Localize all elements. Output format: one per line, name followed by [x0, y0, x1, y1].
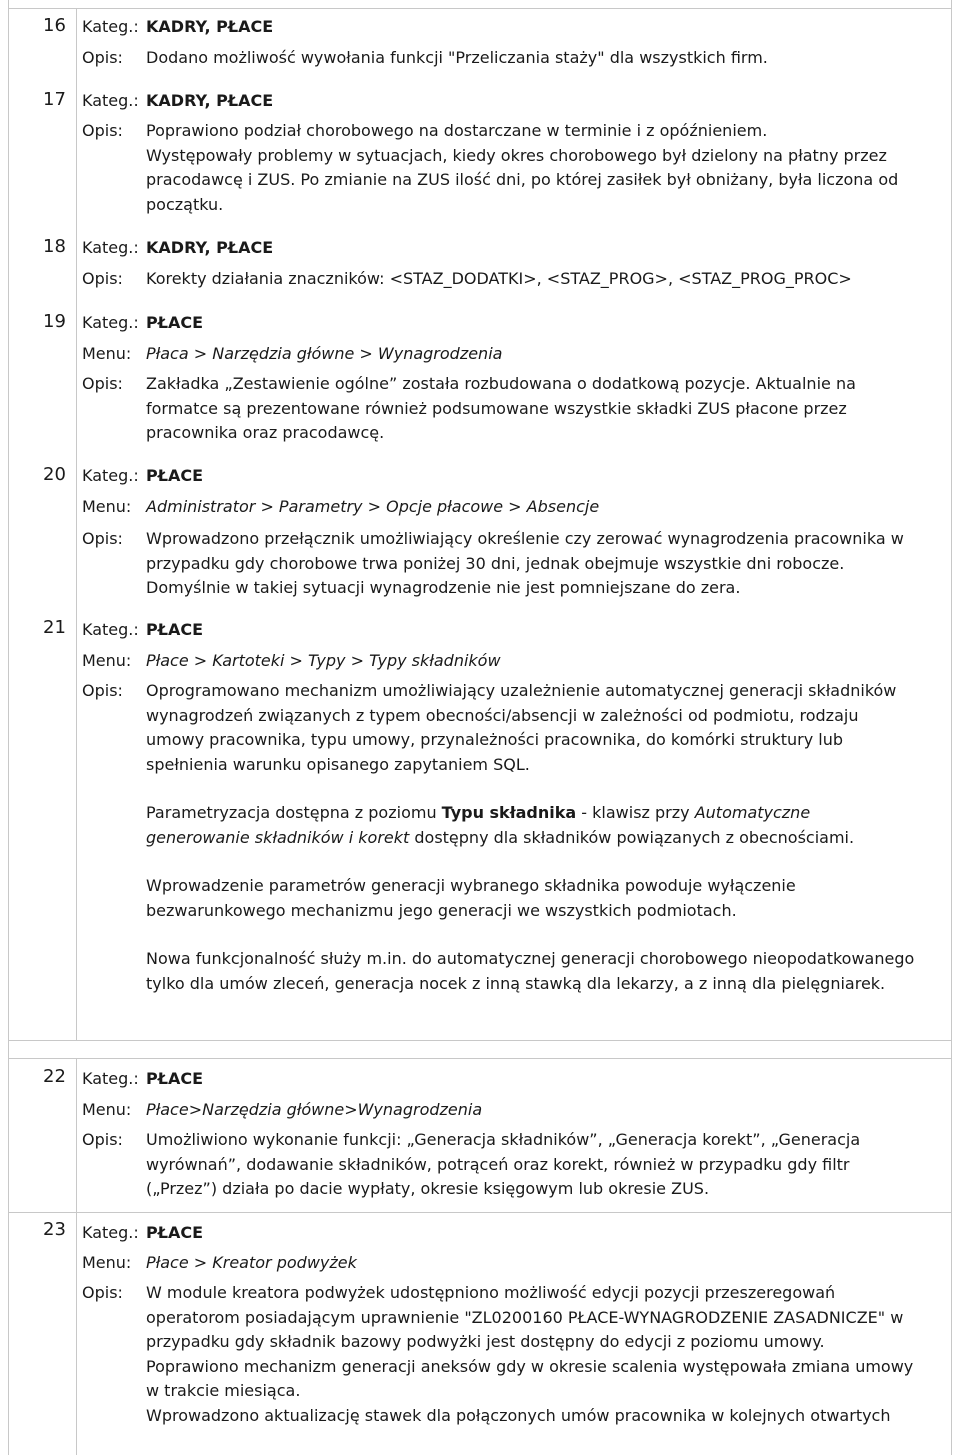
description-line: umowy pracownika, typu umowy, przynależności pracownika, do komórki struktury lub: [146, 730, 844, 749]
row-divider: [8, 1040, 952, 1041]
description-label: Opis:: [82, 48, 123, 67]
description-line: Wprowadzenie parametrów generacji wybranego składnika powoduje wyłączenie: [146, 876, 796, 895]
row-divider: [8, 8, 952, 9]
category-value: KADRY, PŁACE: [146, 17, 274, 36]
category-label: Kateg.:: [82, 17, 139, 36]
menu-label: Menu:: [82, 344, 132, 363]
description-line: Umożliwiono wykonanie funkcji: „Generacja składników”, „Generacja korekt”, „Generacja: [146, 1130, 861, 1149]
description-line: przypadku gdy składnik bazowy podwyżki jest dostępny do edycji z poziomu umowy.: [146, 1332, 825, 1351]
row-divider: [8, 1058, 952, 1059]
description-paragraph: [146, 947, 930, 996]
description-line: Oprogramowano mechanizm umożliwiający uzależnienie automatycznej generacji składników: [146, 681, 897, 700]
category-label: Kateg.:: [82, 1069, 139, 1088]
description-line: [146, 826, 930, 851]
entry-number: 18: [43, 236, 66, 257]
category-value: PŁACE: [146, 1223, 204, 1242]
category-value: KADRY, PŁACE: [146, 238, 274, 257]
menu-label: Menu:: [82, 1100, 132, 1119]
description-line: wyrównań”, dodawanie składników, potrąceń oraz korekt, również w przypadku gdy filtr: [146, 1154, 850, 1174]
description-paragraph: [146, 801, 930, 850]
column-divider: [76, 1058, 77, 1455]
category-label: Kateg.:: [82, 91, 139, 110]
description-label: Opis:: [82, 1130, 123, 1149]
menu-path: Płace>Narzędzia główne>Wynagrodzenia: [146, 1100, 483, 1119]
text-run: - klawisz przy: [576, 803, 695, 822]
description-line: pracodawcę i ZUS. Po zmianie na ZUS ilość dni, po której zasiłek był obniżany, była liczona od: [146, 170, 899, 189]
table-border-left: [8, 0, 9, 1455]
description-label: Opis:: [82, 1283, 123, 1302]
description-line: początku.: [146, 194, 224, 214]
category-label: Kateg.:: [82, 313, 139, 332]
category-label: Kateg.:: [82, 620, 139, 639]
category-value: PŁACE: [146, 1069, 204, 1088]
entry-number: 16: [43, 15, 66, 36]
description-line: Zakładka „Zestawienie ogólne” została rozbudowana o dodatkową pozycje. Aktualnie na: [146, 374, 856, 393]
text-run: dostępny dla składników powiązanych z obecnościami.: [409, 827, 855, 847]
category-label: Kateg.:: [82, 466, 139, 485]
menu-path: Administrator > Parametry > Opcje płacowe > Absencje: [146, 497, 600, 516]
entry-number: 21: [43, 617, 66, 638]
menu-label: Menu:: [82, 497, 132, 516]
category-label: Kateg.:: [82, 238, 139, 257]
description-text: [146, 527, 930, 601]
description-line: w trakcie miesiąca.: [146, 1381, 301, 1400]
description-line: Występowały problemy w sytuacjach, kiedy okres chorobowego był dzielony na płatny przez: [146, 145, 887, 165]
text-run-bold: Typu składnika: [441, 803, 577, 822]
description-paragraph: [146, 679, 930, 777]
description-line: formatce są prezentowane również podsumowane wszystkie składki ZUS płacone przez: [146, 398, 847, 418]
description-line: („Przez”) działa po dacie wypłaty, okresie księgowym lub okresie ZUS.: [146, 1179, 710, 1198]
menu-label: Menu:: [82, 1253, 132, 1272]
description-label: Opis:: [82, 269, 123, 288]
description-paragraph: [146, 874, 930, 923]
description-line: Wprowadzono aktualizację stawek dla połączonych umów pracownika w kolejnych otwartych: [146, 1405, 891, 1425]
description-label: Opis:: [82, 529, 123, 548]
description-text: Korekty działania znaczników: <STAZ_DODATKI>, <STAZ_PROG>, <STAZ_PROG_PROC>: [146, 269, 852, 288]
column-divider: [76, 8, 77, 1040]
description-line: Poprawiono mechanizm generacji aneksów gdy w okresie scalenia występowała zmiana umowy: [146, 1356, 914, 1376]
description-line: Poprawiono podział chorobowego na dostarczane w terminie i z opóźnieniem.: [146, 121, 768, 140]
description-line: tylko dla umów zleceń, generacja nocek z inną stawką dla lekarzy, a z inną dla pielęgniarek.: [146, 973, 886, 993]
description-text: Dodano możliwość wywołania funkcji "Przeliczania staży" dla wszystkich firm.: [146, 48, 768, 67]
category-label: Kateg.:: [82, 1223, 139, 1242]
category-value: PŁACE: [146, 313, 204, 332]
description-line: bezwarunkowego mechanizmu jego generacji we wszystkich podmiotach.: [146, 900, 737, 920]
description-text: [146, 1281, 930, 1428]
text-run: Parametryzacja dostępna z poziomu: [146, 803, 442, 822]
description-line: operatorom posiadającym uprawnienie "ZL0200160 PŁACE-WYNAGRODZENIE ZASADNICZE" w: [146, 1307, 904, 1327]
description-text: [146, 1128, 930, 1202]
entry-number: 22: [43, 1066, 66, 1087]
description-line: przypadku gdy chorobowe trwa poniżej 30 dni, jednak obejmuje wszystkie dni robocze.: [146, 553, 845, 573]
menu-path: Płace > Kartoteki > Typy > Typy składników: [146, 651, 501, 670]
description-line: pracownika oraz pracodawcę.: [146, 423, 385, 442]
description-label: Opis:: [82, 681, 123, 700]
entry-number: 19: [43, 311, 66, 332]
entry-number: 23: [43, 1219, 66, 1240]
description-line: Wprowadzono przełącznik umożliwiający określenie czy zerować wynagrodzenia pracownika w: [146, 529, 904, 548]
table-border-right: [951, 0, 952, 1455]
description-line: W module kreatora podwyżek udostępniono możliwość edycji pozycji przeszeregowań: [146, 1283, 836, 1302]
category-value: PŁACE: [146, 466, 204, 485]
menu-label: Menu:: [82, 651, 132, 670]
description-line: wynagrodzeń związanych z typem obecności/absencji w zależności od podmiotu, rodzaju: [146, 705, 859, 725]
category-value: KADRY, PŁACE: [146, 91, 274, 110]
text-run-italic: Automatyczne: [694, 803, 811, 822]
entry-number: 20: [43, 464, 66, 485]
description-line: Nowa funkcjonalność służy m.in. do automatycznej generacji chorobowego nieopodatkowanego: [146, 949, 915, 968]
text-run-italic: generowanie składników i korekt: [146, 827, 410, 847]
description-label: Opis:: [82, 374, 123, 393]
menu-path: Płaca > Narzędzia główne > Wynagrodzenia: [146, 344, 503, 363]
description-text: [146, 119, 930, 217]
row-divider: [8, 1212, 952, 1213]
menu-path: Płace > Kreator podwyżek: [146, 1253, 357, 1272]
description-text: [146, 372, 930, 446]
description-text: [146, 679, 930, 996]
description-line: spełnienia warunku opisanego zapytaniem SQL.: [146, 754, 530, 774]
category-value: PŁACE: [146, 620, 204, 639]
description-line: Domyślnie w takiej sytuacji wynagrodzenie nie jest pomniejszane do zera.: [146, 578, 741, 597]
entry-number: 17: [43, 89, 66, 110]
description-label: Opis:: [82, 121, 123, 140]
description-line: [146, 801, 930, 826]
